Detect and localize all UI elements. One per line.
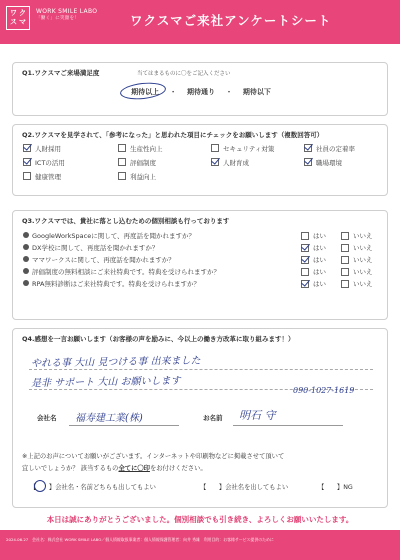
checkbox-checked[interactable] [23, 144, 31, 152]
consent-note-2 [22, 463, 207, 472]
q2-checkbox-label: 健康管理 [35, 172, 61, 181]
hand-drawn-circle-mark [119, 81, 166, 102]
q3-no-option[interactable] [341, 279, 373, 288]
name-label: お名前 [203, 414, 223, 422]
checkbox-empty[interactable] [341, 280, 349, 288]
q3-question-row [23, 230, 383, 242]
q3-question-row [23, 278, 383, 290]
q1-option-below[interactable]: 期待以下 [242, 88, 271, 96]
checkbox-empty[interactable] [118, 144, 126, 152]
q2-checkbox-item[interactable] [211, 157, 304, 167]
bullet-icon [23, 280, 29, 286]
q2-checkbox-grid [23, 143, 383, 181]
thank-you-message: 本日は誠にありがとうございました。個別相談でも引き続き、よろしくお願いいたします。 [46, 515, 354, 524]
logo-char: ス [10, 18, 17, 26]
no-label: いいえ [353, 280, 373, 288]
logo-char: ク [19, 9, 26, 17]
handwritten-answer-1: やれる事 大山 見つける事 出来ました [30, 355, 201, 370]
q3-yes-option[interactable] [301, 279, 326, 288]
q2-checkbox-item[interactable] [23, 157, 118, 167]
q2-checkbox-label: 評価制度 [130, 158, 156, 167]
q1-separator: ・ [225, 88, 233, 96]
consent-note-emphasis: 全てに〇印 [118, 465, 150, 472]
q3-question-row [23, 242, 383, 254]
company-label: 会社名 [37, 414, 57, 422]
checkbox-checked[interactable] [23, 158, 31, 166]
footer-bar [0, 530, 400, 560]
q1-section [12, 62, 388, 116]
checkbox-checked[interactable] [211, 158, 219, 166]
yes-label: はい [313, 232, 326, 240]
consent-note-post: をお付けください。 [149, 465, 207, 472]
q2-checkbox-item[interactable] [118, 143, 211, 153]
handwritten-phone: 090-1027-1619 [293, 386, 355, 395]
handwritten-answer-2: 是非 サポート 大山 お願いします [30, 375, 181, 390]
q2-checkbox-label: 職場環境 [316, 158, 342, 167]
q3-question-row [23, 254, 383, 266]
q2-checkbox-item[interactable] [23, 143, 118, 153]
consent-note-1: ※上記のお声についてお願いがございます。インターネットや印刷物などに掲載させて頂いて [22, 453, 285, 460]
q3-no-option[interactable] [341, 243, 373, 252]
q3-question-text: DX学校に関して、再度話を聞かれますか？ [32, 244, 159, 252]
q2-checkbox-item[interactable] [304, 157, 384, 167]
checkbox-empty[interactable] [23, 172, 31, 180]
q1-separator: ・ [169, 88, 177, 96]
brand-logo [6, 6, 30, 30]
q3-yes-option[interactable] [301, 267, 326, 276]
q2-checkbox-item[interactable] [304, 143, 384, 153]
checkbox-empty[interactable] [211, 144, 219, 152]
yes-label: はい [313, 256, 326, 264]
q3-title: Q3.ワクスマでは、貴社に落とし込むための個別相談も行っております [22, 217, 230, 225]
q1-options [13, 87, 389, 97]
consent-option-company[interactable]: 【 】会社名を出してもよい [200, 484, 289, 491]
no-label: いいえ [353, 244, 373, 252]
q3-question-list [23, 230, 383, 290]
q4-section [12, 328, 388, 508]
yes-label: はい [313, 280, 326, 288]
q3-no-option[interactable] [341, 255, 373, 264]
page-title: ワクスマご来社アンケートシート [130, 13, 332, 28]
q2-checkbox-label: 人財採用 [35, 144, 61, 153]
header-bar [0, 0, 400, 44]
checkbox-checked[interactable] [301, 244, 309, 252]
yes-label: はい [313, 244, 326, 252]
q3-question-row [23, 266, 383, 278]
q2-checkbox-item[interactable] [118, 171, 211, 181]
bullet-icon [23, 232, 29, 238]
q3-question-text: 評価制度の無料相談にご来社特典です。特典を受けられますか？ [32, 268, 220, 276]
checkbox-empty[interactable] [341, 244, 349, 252]
consent-option-ng[interactable]: 【 】NG [318, 484, 353, 491]
checkbox-checked[interactable] [301, 280, 309, 288]
checkbox-checked[interactable] [301, 256, 309, 264]
company-name-value[interactable]: 福寿建工業(株) [75, 413, 143, 424]
checkbox-empty[interactable] [118, 158, 126, 166]
q2-title: Q2.ワクスマを見学されて、「参考になった」と思われた項目にチェックをお願いします（複数回答可） [22, 131, 324, 139]
q3-question-text: GoogleWorkSpaceに関して、再度話を聞かれますか？ [32, 232, 196, 240]
q2-checkbox-label: セキュリティ対策 [223, 144, 275, 153]
q2-checkbox-label: 利益向上 [130, 172, 156, 181]
answer-line [29, 369, 373, 370]
checkbox-empty[interactable] [341, 268, 349, 276]
yes-label: はい [313, 268, 326, 276]
q3-question-text: ママワークスに関して、再度話を聞かれますか？ [32, 256, 175, 264]
bullet-icon [23, 244, 29, 250]
q3-no-option[interactable] [341, 231, 373, 240]
q2-section [12, 124, 388, 196]
q3-yes-option[interactable] [301, 231, 326, 240]
hand-drawn-circle-mark [34, 480, 46, 492]
q4-title: Q4.感想を一言お願いします（お客様の声を励みに、今以上の働き方改革に取り組みます！） [22, 335, 295, 343]
bullet-icon [23, 268, 29, 274]
q3-section [12, 210, 388, 320]
company-underline [69, 425, 179, 426]
no-label: いいえ [353, 232, 373, 240]
checkbox-empty[interactable] [301, 232, 309, 240]
q3-no-option[interactable] [341, 267, 373, 276]
logo-char: ワ [10, 9, 17, 17]
brand-title: WORK SMILE LABO [36, 8, 98, 15]
name-underline [233, 425, 343, 426]
logo-char: マ [19, 18, 26, 26]
footer-text: 2024.06.27 会社名：株式会社 WORK SMILE LABO／個人情報取扱事業者：個人情報保護管理者：向井 秀雄 利用目的：お客様サービス提供のために [6, 537, 274, 542]
brand-name [36, 8, 97, 22]
checkbox-empty[interactable] [118, 172, 126, 180]
q2-checkbox-item[interactable] [23, 171, 118, 181]
q1-note: 当てはまるものに〇をご記入ください [137, 71, 231, 77]
no-label: いいえ [353, 256, 373, 264]
q3-question-text: RPA無料診断はご来社特典です。特典を受けられますか？ [32, 280, 200, 288]
checkbox-checked[interactable] [304, 144, 312, 152]
person-name-value[interactable]: 明石 守 [239, 409, 276, 422]
checkbox-empty[interactable] [301, 268, 309, 276]
q2-checkbox-label: 人財育成 [223, 158, 249, 167]
checkbox-checked[interactable] [304, 158, 312, 166]
q2-checkbox-label: ICTの活用 [35, 158, 65, 167]
q2-checkbox-item[interactable] [211, 143, 304, 153]
q2-checkbox-item[interactable] [118, 157, 211, 167]
q1-option-above[interactable]: 期待以上 [131, 88, 160, 96]
consent-note-pre: 宜しいでしょうか？ 該当するもの [22, 465, 119, 472]
brand-tagline: 「働く」に笑顔を！ [36, 16, 80, 21]
consent-option-both[interactable]: 【 】会社名・名前どちらも出してもよい [30, 484, 156, 491]
q1-title: Q1.ワクスマご来場満足度 [22, 69, 100, 77]
no-label: いいえ [353, 268, 373, 276]
q1-option-meets[interactable]: 期待通り [187, 88, 215, 96]
q3-yes-option[interactable] [301, 243, 326, 252]
checkbox-empty[interactable] [341, 232, 349, 240]
bullet-icon [23, 256, 29, 262]
checkbox-empty[interactable] [341, 256, 349, 264]
q3-yes-option[interactable] [301, 255, 326, 264]
q2-checkbox-label: 社員の定着率 [316, 144, 355, 153]
q2-checkbox-label: 生産性向上 [130, 144, 163, 153]
